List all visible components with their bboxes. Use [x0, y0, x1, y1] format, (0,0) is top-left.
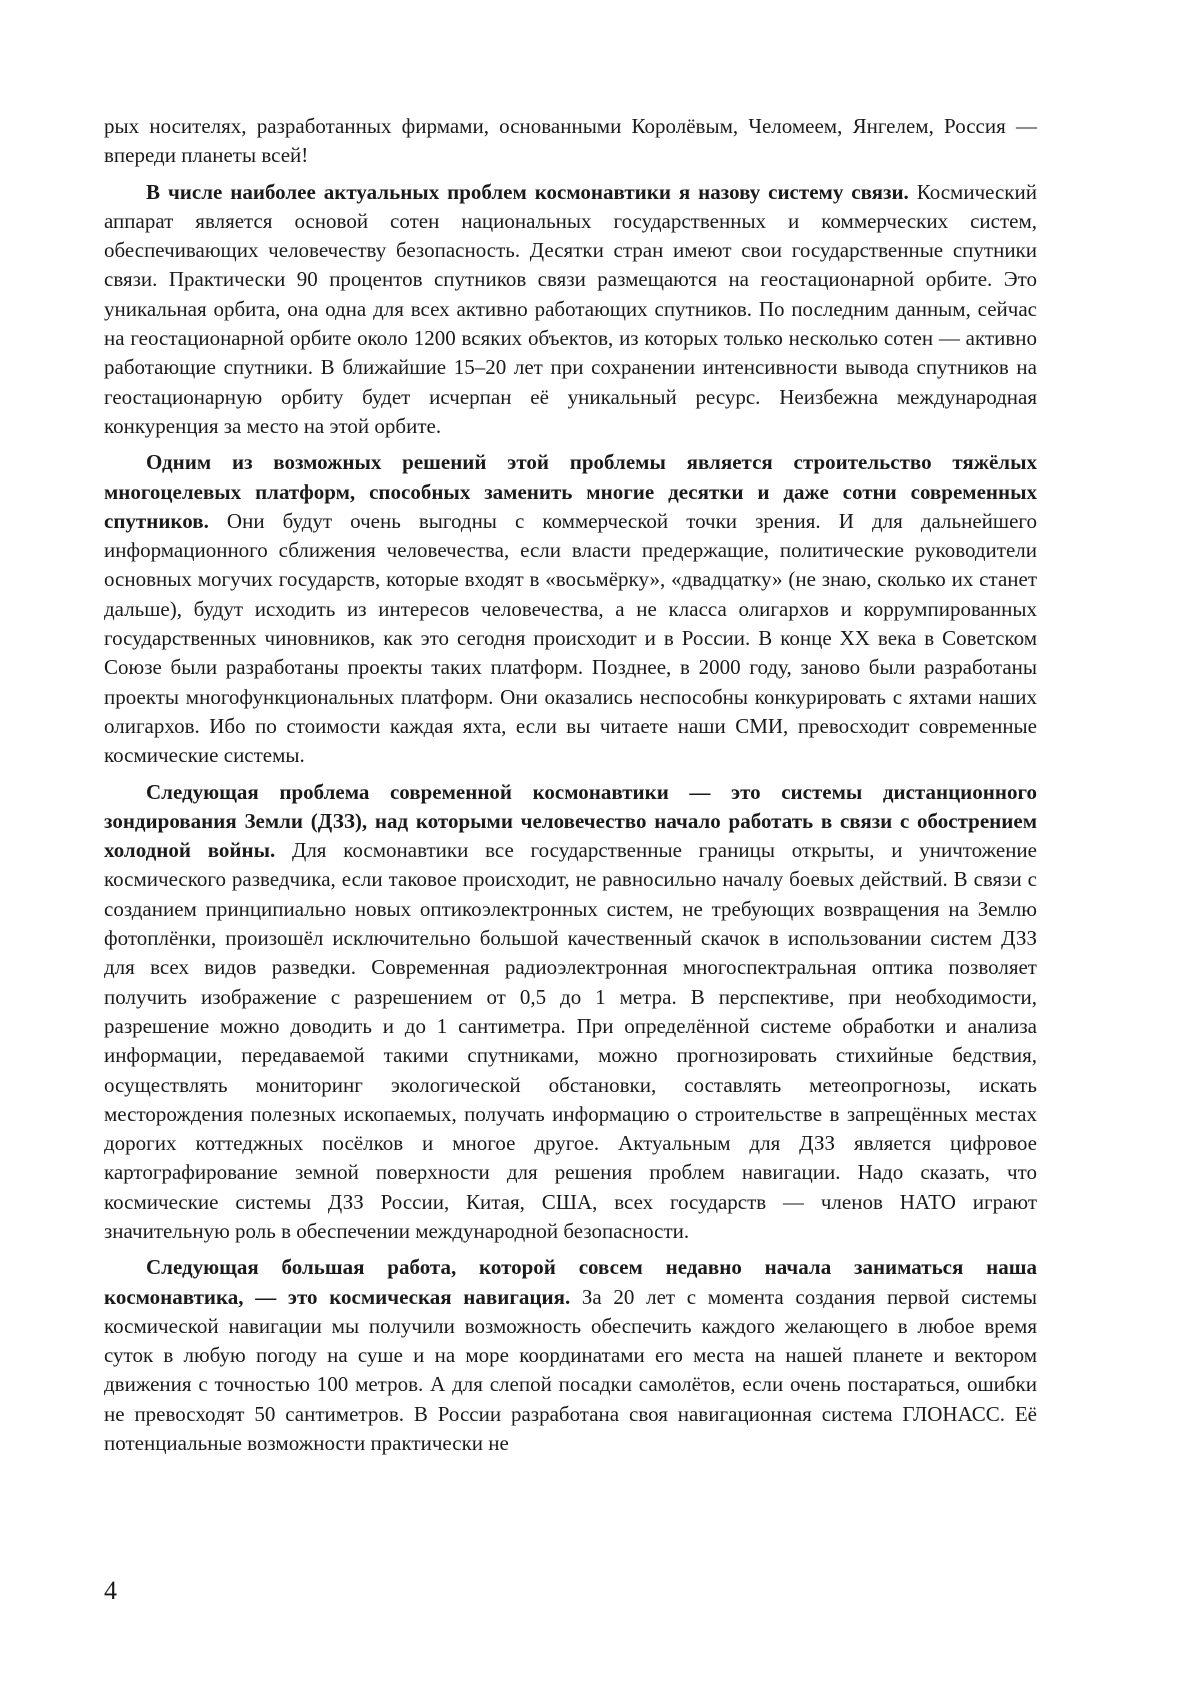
paragraph-text: Для космонавтики все государственные границы открыты, и уничтожение космического разведчика, если таковое происходит, не равносильно началу боевых действий. В связи с созданием принципиально новых оптикоэлектронных систем, не требующих возвращения на Землю фотоплёнки, произошёл исключительно большой качественный скачок в использовании систем ДЗЗ для всех видов разведки. Современная радиоэлектронная многоспектральная оптика позволяет получить изображение с разрешением от 0,5 до 1 метра. В перспективе, при необходимости, разрешение можно доводить и до 1 сантиметра. При определённой системе обработки и анализа информации, передаваемой такими спутниками, можно прогнозировать стихийные бедствия, осуществлять мониторинг экологической обстановки, составлять метеопрогнозы, искать месторождения полезных ископаемых, получать информацию о строительстве в запрещённых местах дорогих коттеджных посёлков и многое другое. Актуальным для ДЗЗ является цифровое картографирование земной поверхности для решения проблем навигации. Надо сказать, что космические системы ДЗЗ России, Китая, США, всех государств — членов НАТО играют значительную роль в обеспечении международной безопасности. — [104, 838, 1037, 1243]
paragraph-lead-bold: Следующая проблема современной космонавтики — это системы дистанционного зондирования Земли (ДЗЗ), над которыми человечество начало работать в связи с обострением холодной войны. — [104, 779, 1037, 863]
body-text — [104, 112, 1037, 1465]
paragraph-lead-bold: В числе наиболее актуальных проблем космонавтики я назову систему связи. — [146, 179, 909, 204]
paragraph-space-navigation — [104, 1253, 1037, 1458]
paragraph-lead-bold: Следующая большая работа, которой совсем недавно начала заниматься наша космонавтика, — это космическая навигация. — [104, 1255, 1037, 1309]
page-number: 4 — [104, 1576, 117, 1605]
paragraph-text: Они будут очень выгодны с коммерческой точки зрения. И для дальнейшего информационного сближения человечества, если власти предержащие, политические руководители основных могучих государств, которые входят в «восьмёрку», «двадцатку» (не знаю, сколько их станет дальше), будут исходить из интересов человечества, а не класса олигархов и коррумпированных государственных чиновников, как это сегодня происходит и в России. В конце XX века в Советском Союзе были разработаны проекты таких платформ. Позднее, в 2000 году, заново были разработаны проекты многофункциональных платформ. Они оказались неспособны конкурировать с яхтами наших олигархов. Ибо по стоимости каждая яхта, если вы читаете наши СМИ, превосходит современные космические системы. — [104, 508, 1037, 768]
paragraph-lead-bold: Одним из возможных решений этой проблемы является строительство тяжёлых многоцелевых платформ, способных заменить многие десятки и даже сотни современных спутников. — [104, 450, 1037, 533]
paragraph-text: За 20 лет с момента создания первой системы космической навигации мы получили возможность обеспечить каждого желающего в любое время суток в любую погоду на суше и на море координатами его места на нашей планете и вектором движения с точностью 100 метров. А для слепой посадки самолётов, если очень постараться, ошибки не превосходят 50 сантиметров. В России разработана своя навигационная система ГЛОНАСС. Её потенциальные возможности практически не — [104, 1284, 1038, 1456]
paragraph-continuation — [104, 112, 1037, 171]
paragraph-text: рых носителях, разработанных фирмами, основанными Королёвым, Челомеем, Янгелем, Россия — впереди планеты всей! — [104, 114, 1037, 168]
paragraph-heavy-platforms — [104, 448, 1037, 770]
paragraph-text: Космический аппарат является основой сотен национальных государственных и коммерческих систем, обеспечивающих человечеству безопасность. Десятки стран имеют свои государственные спутники связи. Практически 90 процентов спутников связи размещаются на геостационарной орбите. Это уникальная орбита, она одна для всех активно работающих спутников. По последним данным, сейчас на геостационарной орбите около 1200 всяких объектов, из которых только несколько сотен — активно работающие спутники. В ближайшие 15–20 лет при сохранении интенсивности вывода спутников на геостационарную орбиту будет исчерпан её уникальный ресурс. Неизбежна международная конкуренция за место на этой орбите. — [104, 179, 1037, 438]
paragraph-remote-sensing — [104, 778, 1037, 1247]
paragraph-communication-systems — [104, 178, 1037, 442]
